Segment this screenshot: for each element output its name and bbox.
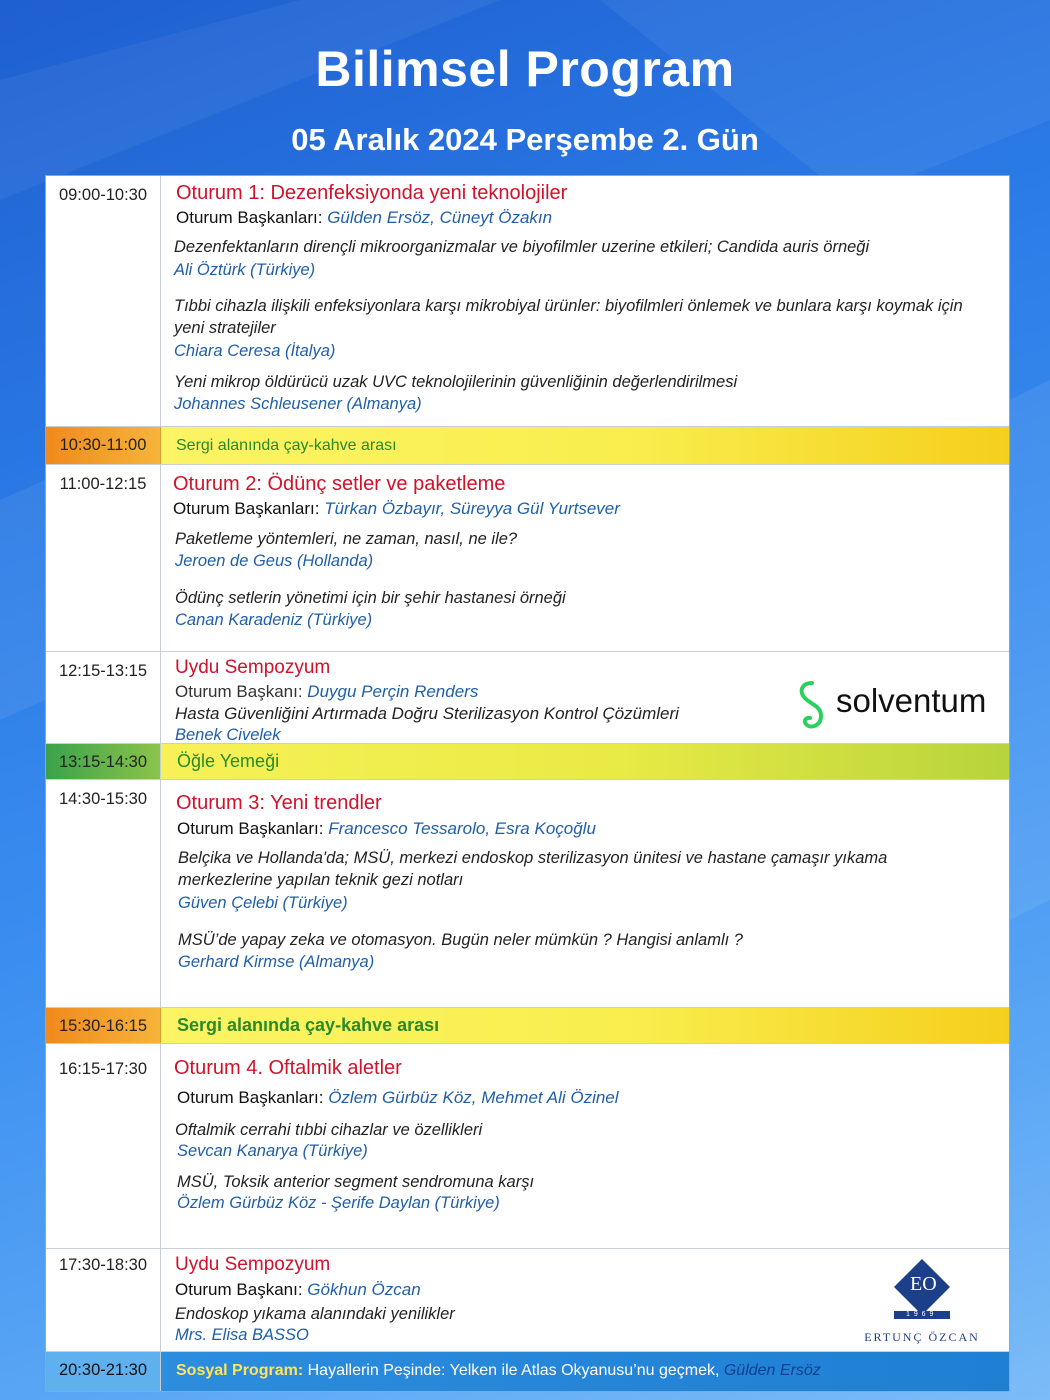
talk-title: Oftalmik cerrahi tıbbi cihazlar ve özellikleri — [175, 1121, 483, 1139]
time-cell: 14:30-15:30 — [46, 780, 161, 1007]
talk-speaker: Mrs. Elisa BASSO — [175, 1326, 309, 1344]
chairs-names: Türkan Özbayır, Süreyya Gül Yurtsever — [324, 499, 620, 518]
social-program-text — [176, 1362, 821, 1380]
session-chair — [175, 682, 478, 702]
solventum-logo — [790, 677, 1000, 733]
session-title: Oturum 1: Dezenfeksiyonda yeni teknolojiler — [176, 182, 568, 204]
session-title: Uydu Sempozyum — [175, 657, 331, 678]
social-host: Gülden Ersöz — [723, 1362, 821, 1379]
eo-mark: EO — [910, 1273, 937, 1295]
talk-title: Hasta Güvenliğini Artırmada Doğru Sterilizasyon Kontrol Çözümleri — [175, 704, 679, 723]
solventum-wordmark: solventum — [836, 682, 987, 719]
talk-speaker: Johannes Schleusener (Almanya) — [174, 395, 422, 413]
chair-name: Duygu Perçin Renders — [307, 682, 479, 701]
talk-title: Tıbbi cihazla ilişkili enfeksiyonlara karşı mikrobiyal ürünler: biyofilmleri önlemek ve bunlara karşı koymak için yeni stratejiler — [174, 297, 963, 337]
time-cell: 15:30-16:15 — [46, 1008, 161, 1043]
satellite-symposium-row — [46, 652, 1009, 744]
chairs-label: Oturum Başkanları: — [173, 499, 320, 518]
talk-title: Yeni mikrop öldürücü uzak UVC teknolojilerinin güvenliğinin değerlendirilmesi — [174, 373, 738, 391]
chairs-names: Özlem Gürbüz Köz, Mehmet Ali Özinel — [328, 1088, 619, 1107]
talk-speaker: Gerhard Kirmse (Almanya) — [178, 953, 375, 971]
session-title: Oturum 3: Yeni trendler — [176, 792, 382, 814]
break-label: Sergi alanında çay-kahve arası — [176, 437, 397, 454]
talk-speaker: Benek Civelek — [175, 726, 281, 744]
talk-title: MSÜ, Toksik anterior segment sendromuna karşı — [177, 1173, 535, 1191]
chair-label: Oturum Başkanı: — [175, 682, 303, 701]
session-title: Oturum 2: Ödünç setler ve paketleme — [173, 473, 506, 495]
chairs-label: Oturum Başkanları: — [177, 819, 324, 838]
talk-title: Dezenfektanların dirençli mikroorganizmalar ve biyofilmler uzerine etkileri; Candida auris örneği — [174, 238, 870, 256]
time-cell: 11:00-12:15 — [46, 465, 161, 651]
talk-title: MSÜ’de yapay zeka ve otomasyon. Bugün neler mümkün ? Hangisi anlamlı ? — [178, 931, 743, 949]
time-cell: 17:30-18:30 — [46, 1249, 161, 1351]
break-label: Öğle Yemeği — [177, 751, 280, 771]
page-subtitle: 05 Aralık 2024 Perşembe 2. Gün — [291, 122, 759, 157]
session-chairs — [177, 1088, 619, 1108]
session-3-row — [46, 780, 1009, 1008]
chair-label: Oturum Başkanı: — [175, 1280, 303, 1299]
lunch-row — [46, 744, 1009, 780]
social-description: Hayallerin Peşinde: Yelken ile Atlas Okyanusu’nu geçmek, — [307, 1362, 720, 1379]
page-title: Bilimsel Program — [315, 41, 735, 97]
talk-speaker: Sevcan Kanarya (Türkiye) — [177, 1142, 368, 1160]
coffee-break-row — [46, 427, 1009, 465]
session-chairs — [173, 499, 620, 519]
chair-name: Gökhun Özcan — [307, 1280, 421, 1299]
coffee-break-row — [46, 1008, 1009, 1044]
time-cell: 09:00-10:30 — [46, 176, 161, 426]
ertunc-ozcan-logo — [852, 1255, 992, 1347]
program-table — [45, 175, 1010, 1392]
session-chairs — [177, 819, 596, 839]
chairs-names: Gülden Ersöz, Cüneyt Özakın — [327, 208, 553, 227]
session-4-row — [46, 1044, 1009, 1249]
chairs-label: Oturum Başkanları: — [177, 1088, 324, 1107]
time-cell: 10:30-11:00 — [46, 427, 161, 464]
social-program-row — [46, 1352, 1009, 1391]
talk-speaker: Ali Öztürk (Türkiye) — [174, 261, 316, 279]
session-title: Uydu Sempozyum — [175, 1254, 331, 1275]
session-1-row — [46, 176, 1009, 427]
satellite-symposium-row — [46, 1249, 1009, 1352]
chairs-names: Francesco Tessarolo, Esra Koçoğlu — [328, 819, 596, 838]
talk-title: Belçika ve Hollanda'da; MSÜ, merkezi endoskop sterilizasyon ünitesi ve hastane çamaşır yıkama merkezlerine yapılan teknik gezi notları — [178, 849, 888, 889]
time-cell: 20:30-21:30 — [46, 1352, 161, 1391]
chairs-label: Oturum Başkanları: — [176, 208, 323, 227]
talk-speaker: Canan Karadeniz (Türkiye) — [175, 611, 373, 629]
talk-title: Ödünç setlerin yönetimi için bir şehir hastanesi örneği — [175, 589, 566, 607]
session-chair — [175, 1280, 421, 1300]
time-cell: 16:15-17:30 — [46, 1044, 161, 1248]
eo-year: 1 9 6 9 — [906, 1311, 935, 1318]
talk-speaker: Chiara Ceresa (İtalya) — [174, 342, 336, 360]
session-chairs — [176, 208, 552, 228]
talk-speaker: Özlem Gürbüz Köz - Şerife Daylan (Türkiye) — [177, 1194, 500, 1212]
break-label: Sergi alanında çay-kahve arası — [177, 1015, 440, 1035]
talk-speaker: Jeroen de Geus (Hollanda) — [175, 552, 374, 570]
talk-title: Endoskop yıkama alanındaki yenilikler — [175, 1305, 455, 1323]
session-2-row — [46, 465, 1009, 652]
eo-wordmark: ERTUNÇ ÖZCAN — [864, 1330, 980, 1344]
time-cell: 12:15-13:15 — [46, 652, 161, 743]
session-title: Oturum 4. Oftalmik aletler — [174, 1057, 402, 1079]
time-cell: 13:15-14:30 — [46, 744, 161, 779]
social-label: Sosyal Program: — [176, 1362, 304, 1379]
talk-speaker: Güven Çelebi (Türkiye) — [178, 894, 348, 912]
talk-title: Paketleme yöntemleri, ne zaman, nasıl, ne ile? — [175, 530, 518, 548]
